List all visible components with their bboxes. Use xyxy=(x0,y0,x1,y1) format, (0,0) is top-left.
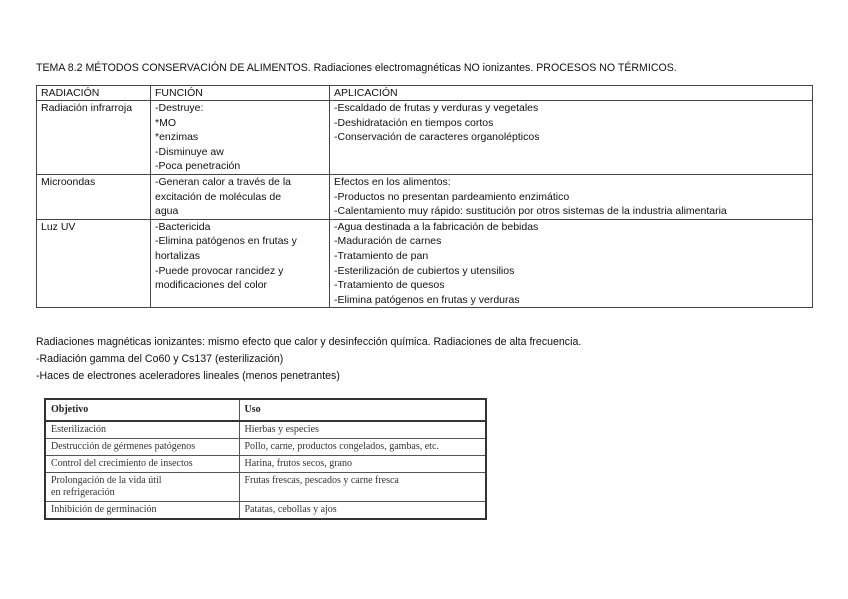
objetivo-line: Destrucción de gérmenes patógenos xyxy=(51,441,196,452)
funcion-line: -Destruye: xyxy=(155,102,204,114)
document-title: TEMA 8.2 MÉTODOS CONSERVACIÓN DE ALIMENTOS. Radiaciones electromagnéticas NO ionizantes. PROCESOS NO TÉRMICOS. xyxy=(36,62,677,74)
table-row xyxy=(37,174,813,219)
funcion-line: -Poca penetración xyxy=(155,160,241,173)
table-row xyxy=(45,473,486,502)
funcion-cell xyxy=(151,219,330,308)
aplicacion-cell xyxy=(330,101,813,175)
uses-table-header xyxy=(45,399,486,421)
header-radiacion: RADIACIÓN xyxy=(37,86,151,101)
radiation-table xyxy=(36,85,813,308)
header-uso: Uso xyxy=(239,399,486,421)
aplicacion-line: -Esterilización de cubiertos y utensilios xyxy=(334,264,515,277)
funcion-line: modificaciones del color xyxy=(155,279,268,292)
radiation-table-header xyxy=(37,86,813,101)
objetivo-line: Control del crecimiento de insectos xyxy=(51,458,193,469)
objetivo-cell xyxy=(45,439,239,456)
table-row xyxy=(37,219,813,308)
uso-cell: Pollo, carne, productos congelados, gambas, etc. xyxy=(239,439,486,456)
objetivo-cell xyxy=(45,421,239,439)
objetivo-line: Prolongación de la vida útil xyxy=(51,475,162,486)
header-objetivo: Objetivo xyxy=(45,399,239,421)
header-aplicacion: APLICACIÓN xyxy=(330,86,813,101)
table-row xyxy=(45,502,486,520)
funcion-line: excitación de moléculas de xyxy=(155,190,282,203)
table-row xyxy=(45,421,486,439)
funcion-line: -Generan calor a través de la xyxy=(155,175,291,188)
aplicacion-line: -Calentamiento muy rápido: sustitución por otros sistemas de la industria alimentaria xyxy=(334,205,727,218)
aplicacion-line: -Elimina patógenos en frutas y verduras xyxy=(334,293,520,306)
funcion-line: hortalizas xyxy=(155,249,200,262)
uso-cell: Frutas frescas, pescados y carne fresca xyxy=(239,473,486,502)
funcion-line: -Elimina patógenos en frutas y xyxy=(155,235,297,248)
funcion-cell xyxy=(151,174,330,219)
aplicacion-line: -Tratamiento de pan xyxy=(334,249,429,262)
ionizing-item: -Radiación gamma del Co60 y Cs137 (esterilización) xyxy=(36,353,284,365)
radiacion-cell: Microondas xyxy=(37,174,151,219)
objetivo-line: en refrigeración xyxy=(51,487,115,498)
radiacion-cell: Luz UV xyxy=(37,219,151,308)
table-row xyxy=(37,101,813,175)
radiacion-cell: Radiación infrarroja xyxy=(37,101,151,175)
funcion-line: *enzimas xyxy=(155,131,199,144)
table-row xyxy=(45,456,486,473)
funcion-line: -Disminuye aw xyxy=(155,145,224,158)
aplicacion-line: -Conservación de caracteres organolépticos xyxy=(334,131,540,144)
funcion-line: -Puede provocar rancidez y xyxy=(155,264,284,277)
uso-cell: Hierbas y especies xyxy=(239,421,486,439)
objetivo-cell xyxy=(45,456,239,473)
objetivo-cell xyxy=(45,502,239,520)
funcion-line: -Bactericida xyxy=(155,220,211,233)
aplicacion-line: -Escaldado de frutas y verduras y vegetales xyxy=(334,102,539,114)
aplicacion-line: -Agua destinada a la fabricación de bebidas xyxy=(334,220,539,233)
objetivo-line: Inhibición de germinación xyxy=(51,504,157,515)
table-row xyxy=(45,439,486,456)
ionizing-intro: Radiaciones magnéticas ionizantes: mismo efecto que calor y desinfección química. Radiaciones de alta frecuencia. xyxy=(36,336,582,348)
aplicacion-line: -Deshidratación en tiempos cortos xyxy=(334,116,494,129)
aplicacion-cell xyxy=(330,219,813,308)
funcion-cell xyxy=(151,101,330,175)
objetivo-cell xyxy=(45,473,239,502)
uso-cell: Harina, frutos secos, grano xyxy=(239,456,486,473)
aplicacion-cell xyxy=(330,174,813,219)
ionizing-item: -Haces de electrones aceleradores lineales (menos penetrantes) xyxy=(36,370,340,382)
objetivo-line: Esterilización xyxy=(51,424,106,435)
funcion-line: agua xyxy=(155,205,179,218)
aplicacion-line: -Tratamiento de quesos xyxy=(334,279,445,292)
aplicacion-line: -Maduración de carnes xyxy=(334,235,442,248)
aplicacion-line: -Productos no presentan pardeamiento enzimático xyxy=(334,190,570,203)
aplicacion-line: Efectos en los alimentos: xyxy=(334,175,451,188)
uses-table xyxy=(44,398,487,520)
uso-cell: Patatas, cebollas y ajos xyxy=(239,502,486,520)
header-funcion: FUNCIÓN xyxy=(151,86,330,101)
funcion-line: *MO xyxy=(155,116,176,129)
